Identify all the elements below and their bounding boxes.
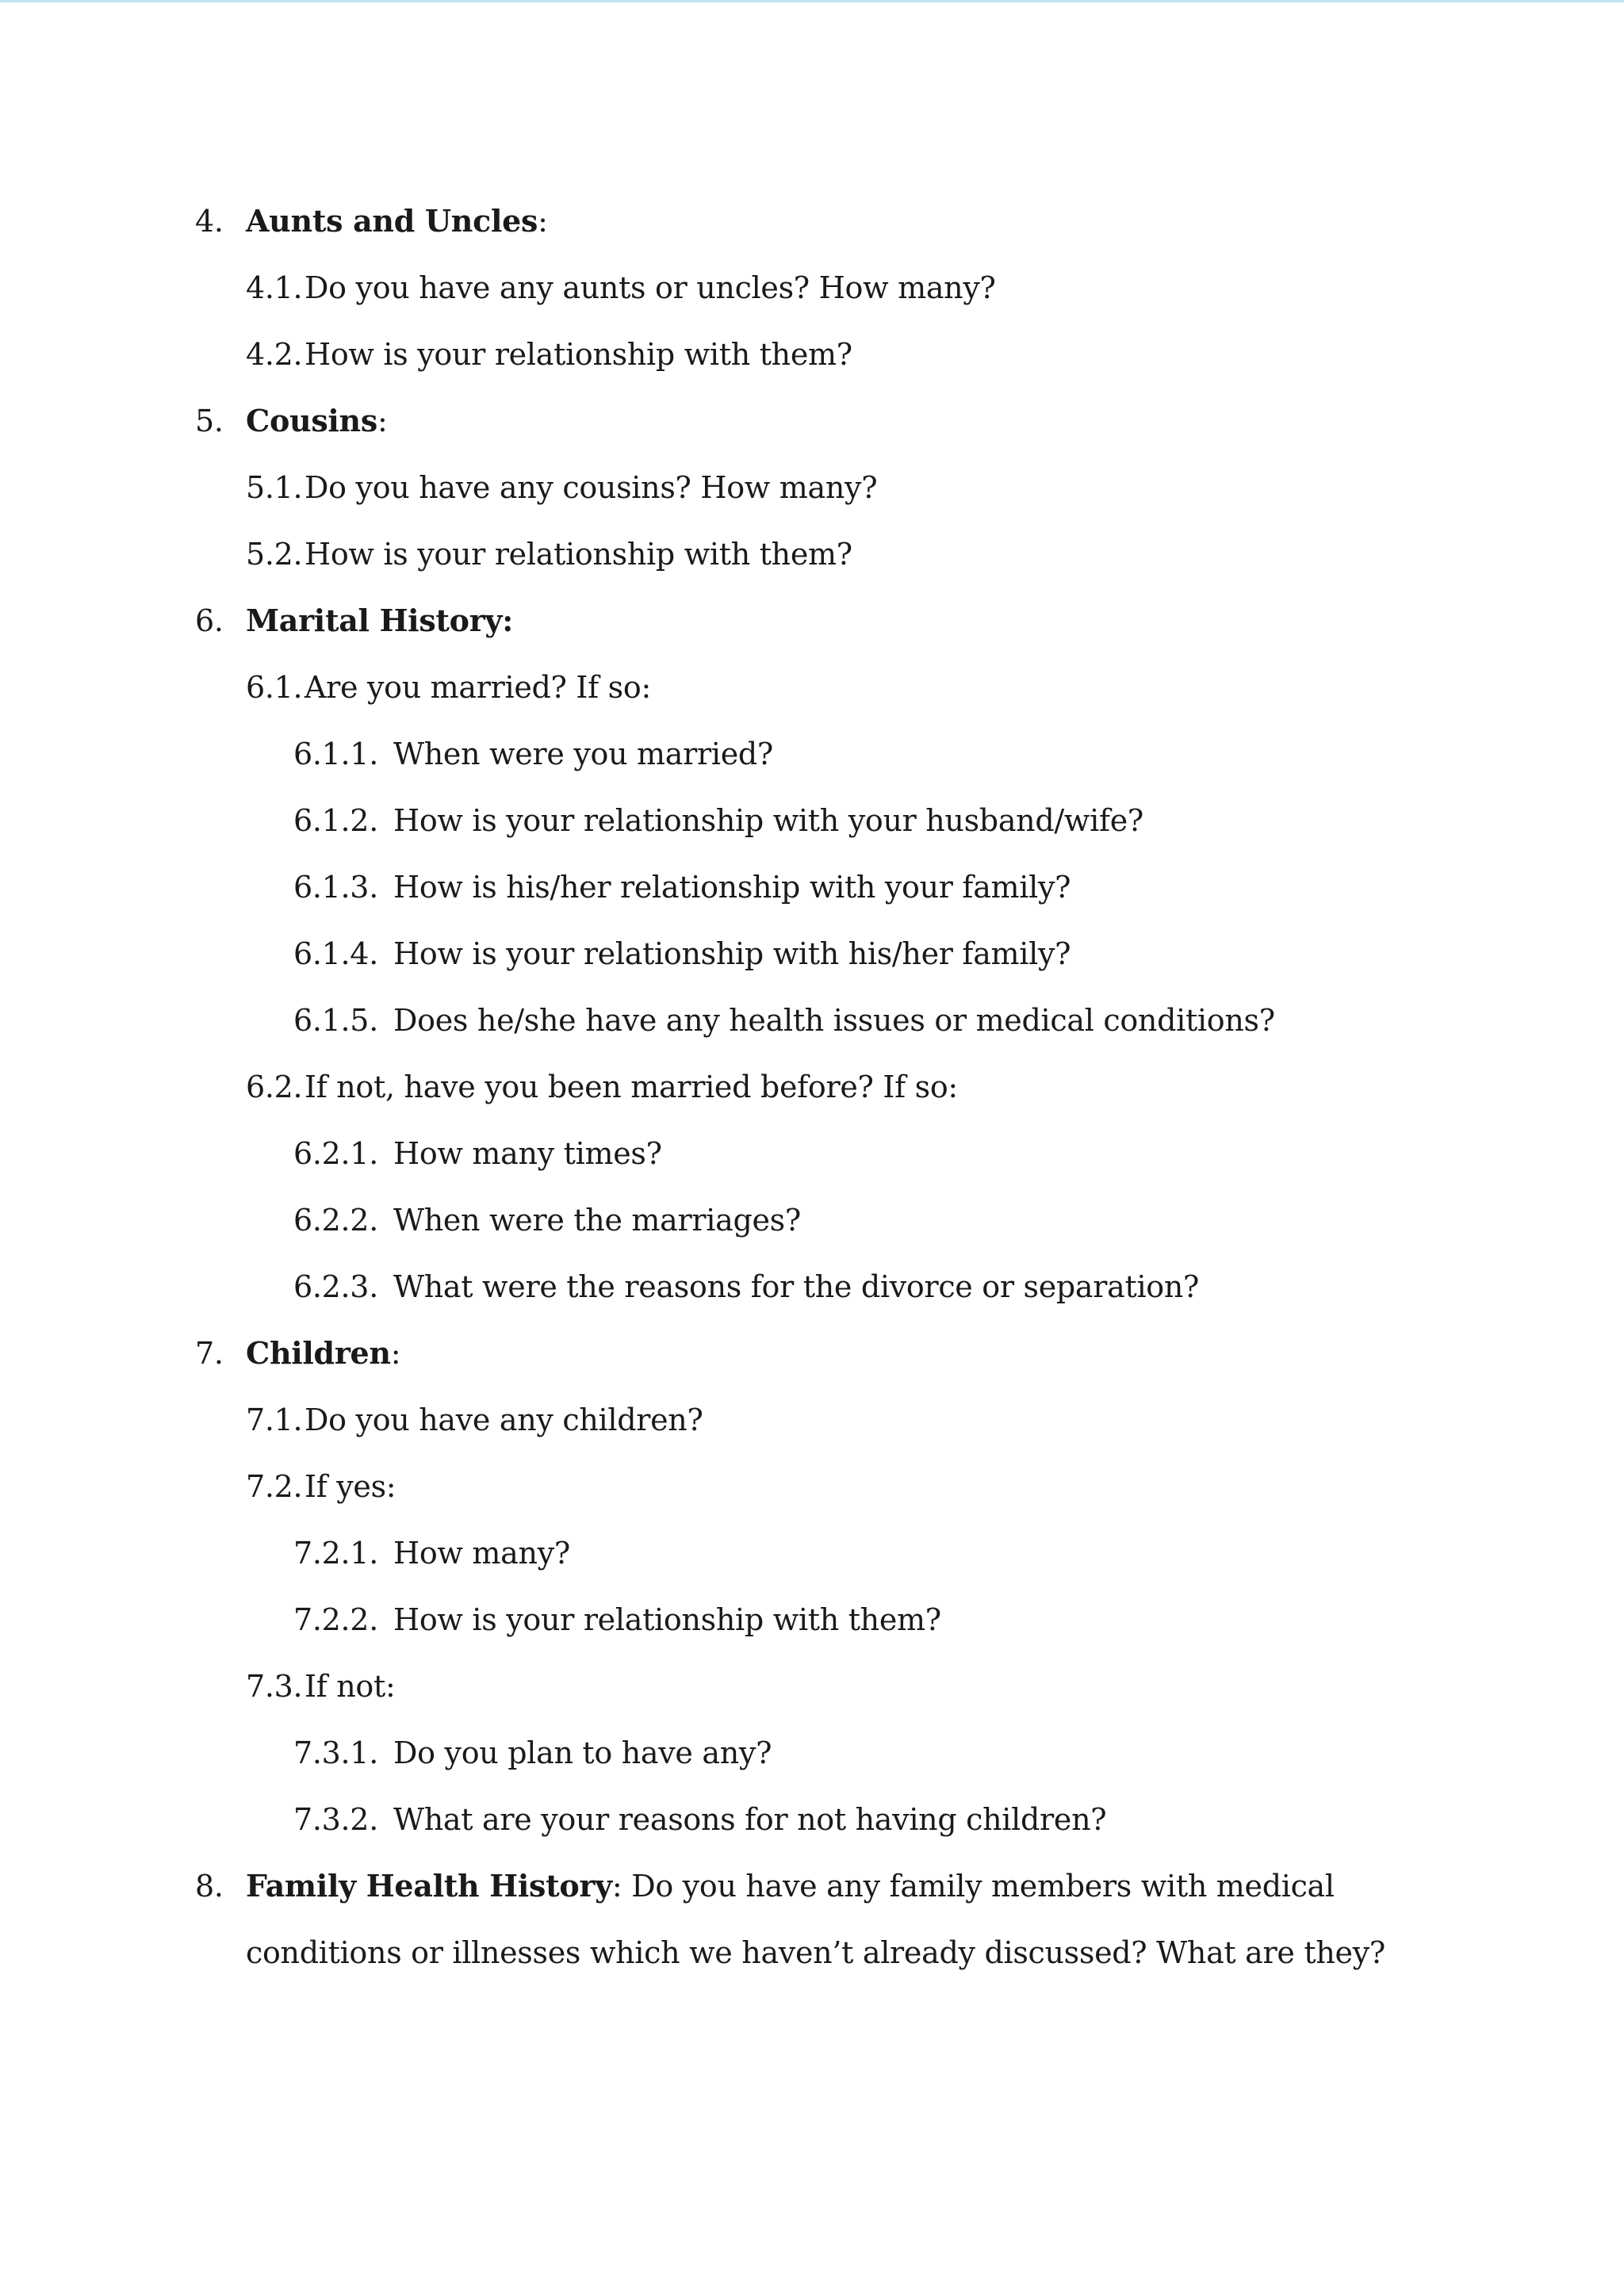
item-number: 6.1.5. — [293, 1003, 378, 1038]
item-text: Do you plan to have any? — [393, 1735, 772, 1770]
section-title — [246, 601, 513, 641]
item-number: 6.2.1. — [293, 1136, 378, 1171]
section-number: 6. — [195, 603, 224, 638]
item-number: 6.1.1. — [293, 737, 378, 771]
section-title-suffix: : — [377, 404, 388, 438]
item-number: 6.2. — [246, 1070, 303, 1104]
section-number: 4. — [195, 204, 224, 239]
item-number: 7.3.2. — [293, 1802, 378, 1837]
item-number: 5.2. — [246, 537, 303, 572]
item-text: How is your relationship with his/her family? — [393, 936, 1071, 971]
item-text: How is your relationship with them? — [304, 537, 852, 572]
item-text: What are your reasons for not having children? — [393, 1802, 1107, 1837]
item-number: 6.1.2. — [293, 803, 378, 838]
item-text: Are you married? If so: — [304, 670, 651, 705]
item-number: 6.2.2. — [293, 1203, 378, 1238]
section-number: 5. — [195, 404, 224, 438]
item-number: 7.3.1. — [293, 1735, 378, 1770]
section-title-suffix: : Do you have any family members with medical — [611, 1869, 1335, 1904]
item-text: Do you have any cousins? How many? — [304, 470, 878, 505]
item-number: 6.1. — [246, 670, 303, 705]
section-title-suffix: : — [390, 1336, 401, 1371]
item-number: 7.2.2. — [293, 1602, 378, 1637]
item-text: How is your relationship with them? — [393, 1602, 941, 1637]
item-text: Does he/she have any health issues or medical conditions? — [393, 1003, 1275, 1038]
section-title-suffix: : — [538, 204, 548, 239]
item-number: 4.1. — [246, 270, 303, 305]
item-number: 7.2.1. — [293, 1536, 378, 1571]
section-title-bold: Cousins — [246, 403, 377, 438]
item-number: 7.3. — [246, 1669, 303, 1704]
item-number: 6.1.3. — [293, 870, 378, 905]
item-text: Do you have any children? — [304, 1402, 703, 1437]
section-title — [246, 1334, 400, 1373]
item-text: When were the marriages? — [393, 1203, 801, 1238]
section-title-bold: Family Health History — [246, 1868, 612, 1904]
item-text: What were the reasons for the divorce or separation? — [393, 1269, 1200, 1304]
section-title — [246, 201, 548, 241]
item-text: How many? — [393, 1536, 570, 1571]
item-number: 7.2. — [246, 1469, 303, 1504]
item-text: How is your relationship with them? — [304, 337, 852, 372]
section-title-bold: Marital History: — [246, 603, 513, 638]
item-text: How is his/her relationship with your family? — [393, 870, 1071, 905]
item-text: How many times? — [393, 1136, 662, 1171]
item-text: If not, have you been married before? If so: — [304, 1070, 958, 1104]
section-title — [246, 1866, 1335, 1906]
section-title-bold: Children — [246, 1335, 391, 1371]
paragraph-continuation: conditions or illnesses which we haven’t already discussed? What are they? — [246, 1935, 1385, 1970]
item-text: Do you have any aunts or uncles? How many? — [304, 270, 996, 305]
section-title-bold: Aunts and Uncles — [246, 203, 538, 239]
section-number: 8. — [195, 1869, 224, 1904]
item-text: How is your relationship with your husband/wife? — [393, 803, 1143, 838]
item-number: 6.2.3. — [293, 1269, 378, 1304]
item-number: 4.2. — [246, 337, 303, 372]
item-number: 6.1.4. — [293, 936, 378, 971]
section-title — [246, 401, 387, 441]
section-number: 7. — [195, 1336, 224, 1371]
item-text: If yes: — [304, 1469, 396, 1504]
item-number: 7.1. — [246, 1402, 303, 1437]
item-text: When were you married? — [393, 737, 773, 771]
item-text: If not: — [304, 1669, 396, 1704]
item-number: 5.1. — [246, 470, 303, 505]
